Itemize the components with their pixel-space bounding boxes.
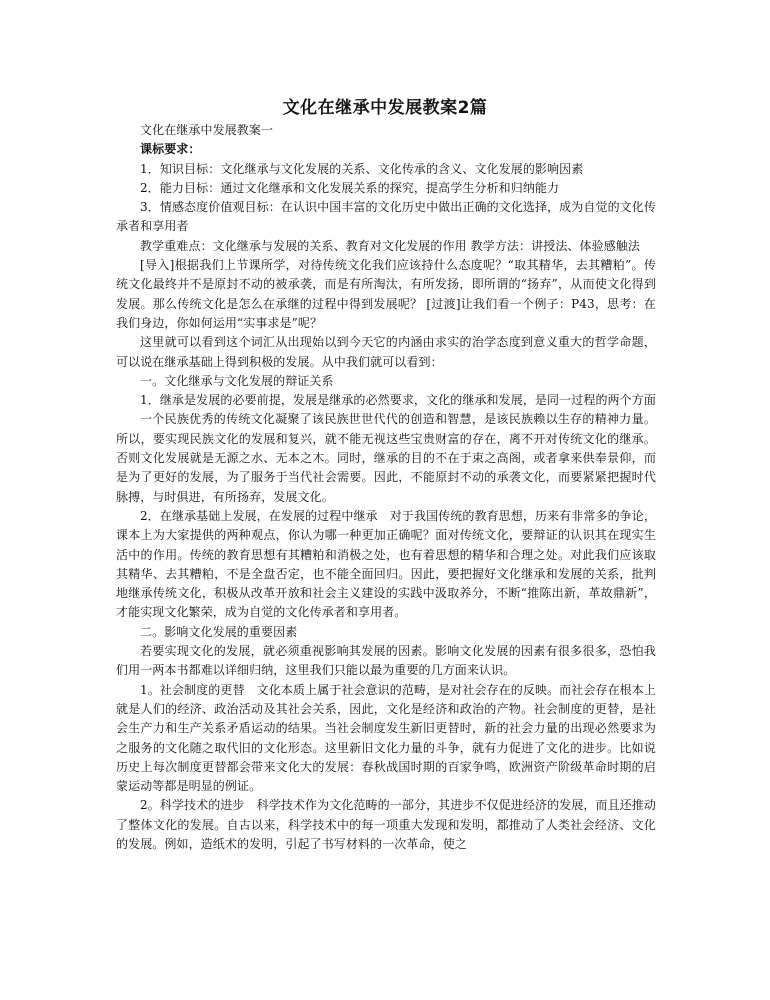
paragraph: 若要实现文化的发展，就必须重视影响其发展的因素。影响文化发展的因素有很多很多，恐怕我们用一两本书都难以详细归纳，这里我们只能以最为重要的几方面来认识。	[116, 644, 656, 678]
paragraph: 1。社会制度的更替 文化本质上属于社会意识的范畴，是对社会存在的反映。而社会存在根本上就是人们的经济、政治活动及其社会关系，因此，文化是经济和政治的产物。社会制度的更替，是社会生产力和生产关系矛盾运动的结果。当社会制度发生新旧更替时，新的社会力量的出现必然要求为之服务的文化随之取代旧的文化形态。这里新旧文化力量的斗争，就有力促进了文化的进步。比如说历史上每次制度更替都会带来文化大的发展：春秋战国时期的百家争鸣，欧洲资产阶级革命时期的启蒙运动等都是明显的例证。	[116, 682, 656, 794]
section-heading: 一。文化继承与文化发展的辩证关系	[140, 373, 334, 388]
paragraph: 教学重难点：文化继承与发展的关系、教育对文化发展的作用 教学方法：讲授法、体验感触法	[140, 238, 641, 253]
paragraph: 这里就可以看到这个词汇从出现始以到今天它的内涵由求实的治学态度到意义重大的哲学命题，可以说在继承基础上得到积极的发展。从中我们就可以看到：	[116, 335, 656, 369]
paragraph: 3．情感态度价值观目标：在认识中国丰富的文化历史中做出正确的文化选择，成为自觉的文化传承者和享用者	[116, 200, 656, 234]
paragraph: 文化在继承中发展教案一	[140, 123, 274, 137]
paragraph: 2．能力目标：通过文化继承和文化发展关系的探究，提高学生分析和归纳能力	[140, 180, 560, 195]
paragraph: 1．继承是发展的必要前提，发展是继承的必然要求，文化的继承和发展，是同一过程的两个方面	[140, 393, 656, 408]
section-heading: 二。影响文化发展的重要因素	[140, 624, 298, 639]
paragraph: 1．知识目标：文化继承与文化发展的关系、文化传承的含义、文化发展的影响因素	[140, 161, 584, 176]
document-title: 文化在继承中发展教案2篇	[282, 98, 488, 118]
paragraph: 2．在继承基础上发展，在发展的过程中继承 对于我国传统的教育思想，历来有非常多的争论，课本上为大家提供的两种观点，你认为哪一种更加正确呢？面对传统文化，要辩证的认识其在现实生活中的作用。传统的教育思想有其糟粕和消极之处，也有着思想的精华和合理之处。对此我们应该取其精华、去其糟粕，不是全盘否定，也不能全面回归。因此，要把握好文化继承和发展的关系，批判地继承传统文化，积极从改革开放和社会主义建设的实践中汲取养分，不断“推陈出新，革故鼎新”，才能实现文化繁荣，成为自觉的文化传承者和享用者。	[116, 508, 656, 620]
paragraph: [导入]根据我们上节课所学，对待传统文化我们应该持什么态度呢？“取其精华，去其糟粕”。传统文化最终并不是原封不动的被承袭，而是有所淘汰，有所发扬，即所谓的“扬弃”，从而使文化得到发展。那么传统文化是怎么在承继的过程中得到发展呢？ [过渡]让我们看一个例子：P43，思考：在我们身边，你如何运用“实事求是”呢？	[116, 258, 656, 330]
paragraph: 一个民族优秀的传统文化凝聚了该民族世世代代的创造和智慧，是该民族赖以生存的精神力量。所以，要实现民族文化的发展和复兴，就不能无视这些宝贵财富的存在，离不开对传统文化的继承。否则文化发展就是无源之水、无本之木。同时，继承的目的不在于束之高阁，或者拿来供奉景仰，而是为了更好的发展，为了服务于当代社会需要。因此，不能原封不动的承袭文化，而要紧紧把握时代脉搏，与时俱进，有所扬弃，发展文化。	[116, 412, 656, 504]
section-heading: 课标要求：	[140, 142, 201, 157]
document-body	[116, 121, 656, 854]
paragraph: 2。科学技术的进步 科学技术作为文化范畴的一部分，其进步不仅促进经济的发展，而且还推动了整体文化的发展。自古以来，科学技术中的每一项重大发现和发明，都推动了人类社会经济、文化的发展。例如，造纸术的发明，引起了书写材料的一次革命，使之	[116, 798, 656, 851]
